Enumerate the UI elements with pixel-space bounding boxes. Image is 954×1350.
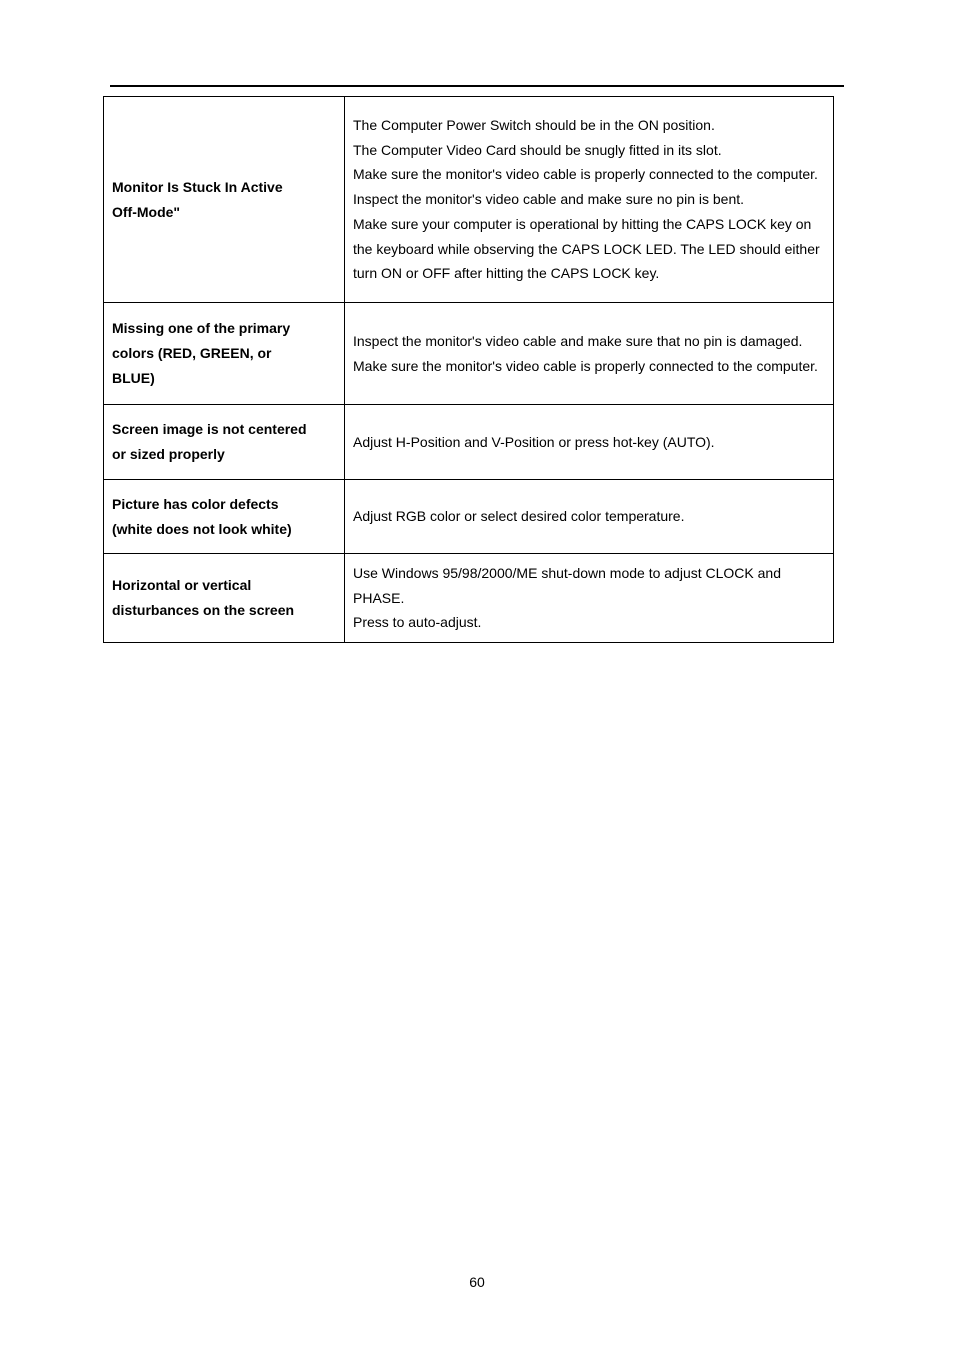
table-row [104, 554, 834, 643]
solution-line: Make sure your computer is operational by hitting the CAPS LOCK key on [353, 215, 812, 232]
solution-cell [345, 303, 834, 405]
problem-line: Screen image is not centered [112, 421, 307, 438]
solution-line: Inspect the monitor's video cable and make sure no pin is bent. [353, 191, 745, 208]
problem-line: BLUE) [112, 369, 155, 386]
problem-line: Monitor Is Stuck In Active [112, 178, 283, 195]
problem-line: colors (RED, GREEN, or [112, 345, 272, 362]
solution-line: Adjust H-Position and V-Position or press hot-key (AUTO). [353, 433, 715, 450]
troubleshooting-table [103, 96, 834, 643]
solution-cell [345, 554, 834, 643]
problem-cell [104, 554, 345, 643]
problem-line: or sized properly [112, 446, 225, 462]
page-number: 60 [469, 1274, 485, 1290]
solution-line: Press to auto-adjust. [353, 614, 482, 631]
solution-line: The Computer Power Switch should be in the ON position. [353, 116, 715, 133]
problem-cell [104, 303, 345, 405]
table-row [104, 480, 834, 554]
solution-cell [345, 405, 834, 480]
solution-cell [345, 97, 834, 303]
solution-line: Use Windows 95/98/2000/ME shut-down mode to adjust CLOCK and [353, 564, 782, 581]
solution-line: Make sure the monitor's video cable is properly connected to the computer. [353, 166, 818, 183]
problem-cell [104, 97, 345, 303]
problem-line: (white does not look white) [112, 520, 292, 537]
problem-line: Horizontal or vertical [112, 577, 252, 594]
solution-line: PHASE. [353, 589, 405, 606]
solution-line: Make sure the monitor's video cable is properly connected to the computer. [353, 357, 818, 374]
problem-line: Off-Mode" [112, 203, 181, 220]
header-rule [110, 85, 844, 87]
problem-cell [104, 480, 345, 554]
solution-line: Inspect the monitor's video cable and make sure that no pin is damaged. [353, 332, 803, 349]
problem-line: Missing one of the primary [112, 320, 291, 337]
solution-line: the keyboard while observing the CAPS LOCK LED. The LED should either [353, 240, 820, 257]
problem-cell [104, 405, 345, 480]
table-row [104, 303, 834, 405]
problem-line: disturbances on the screen [112, 602, 295, 618]
table-row [104, 405, 834, 480]
solution-line: The Computer Video Card should be snugly fitted in its slot. [353, 141, 722, 158]
problem-line: Picture has color defects [112, 495, 279, 512]
solution-line: Adjust RGB color or select desired color temperature. [353, 508, 685, 525]
solution-line: turn ON or OFF after hitting the CAPS LOCK key. [353, 265, 660, 282]
solution-cell [345, 480, 834, 554]
table-row [104, 97, 834, 303]
